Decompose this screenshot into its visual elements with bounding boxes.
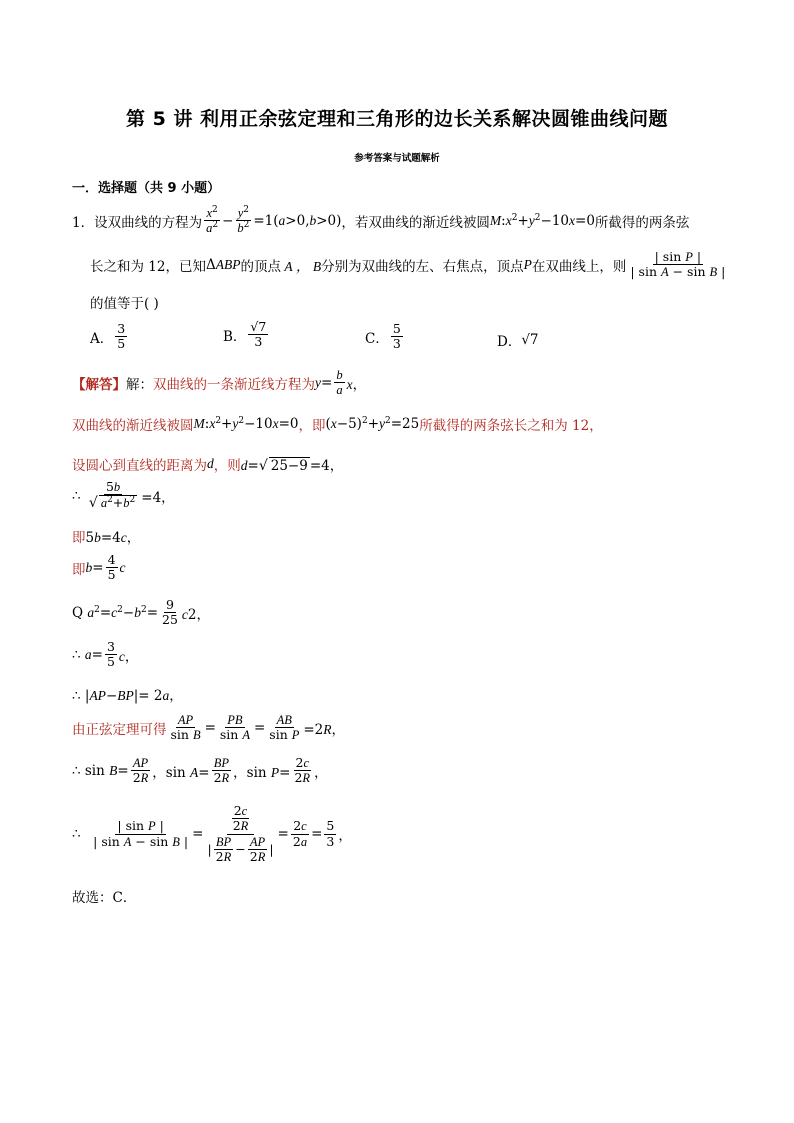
solution-text: 即 [72,561,86,578]
question-number: 1． [72,214,95,231]
option-label: B． [223,328,247,345]
formula-inline: P [523,256,532,272]
solution-line-5 [72,526,140,546]
formula-fraction: $\frac{2c}{2R}$ | $\frac{BP}{2R}$ − $\frac{AP}{2R}$ | [207,803,274,865]
option-value: $\frac{3}{5}$ [117,321,126,352]
formula-fraction: $\frac{5}{3}$ [326,818,335,849]
formula-inline: =1(a>0,b>0) [253,212,342,229]
formula-inline: =4， [141,489,175,506]
formula-fraction: $\frac{\text{| sin P |}}{\text{| sin A − sin B |}}$ [630,249,726,280]
solution-line-7 [72,598,210,628]
formula-fraction: $\frac{b}{a}$ [336,368,343,398]
formula-inline: ∴ [72,826,90,843]
formula-inline: Q $a^2=c^2-b^2=$ [72,604,158,621]
solution-line-1 [72,368,366,398]
solution-text: 双曲线的渐近线被圆 [72,418,194,434]
formula-inline: ∴ a= [72,646,103,663]
formula-inline: $M:x^2+y^2-10x=0$ [489,212,595,229]
option-a[interactable] [90,322,129,352]
solution-line-6 [72,553,126,583]
solution-line-9 [72,684,183,704]
option-d[interactable] [497,330,539,350]
formula-fraction: $\frac{AP}{\text{sin B}}$ [170,713,201,743]
solution-text: 所截得的两条弦长之和为 12， [419,418,603,434]
question-text: 所截得的两条弦 [594,214,690,231]
option-value: $\frac{√7}{3}$ [250,319,267,350]
page-title: 第 5 讲 利用正余弦定理和三角形的边长关系解决圆锥曲线问题 [125,108,669,130]
solution-text: 即 [72,530,86,546]
formula-fraction: $\frac{2c}{2R}$ [294,755,311,786]
solution-text: 设圆心到直线的距离为 [72,458,207,474]
question-text: 分别为双曲线的左、右焦点，顶点 [321,258,524,275]
solution-text: 由正弦定理可得 [72,721,167,738]
option-value: $\frac{5}{3}$ [392,321,401,352]
formula-fraction: $\frac{PB}{\text{sin A}}$ [219,713,250,743]
question-text: 的顶点 [240,258,281,275]
formula-fraction: $\frac{5b}{√ a^2+b^2}$ [88,479,136,512]
formula-inline: $M:x^2+y^2-10x=0$ [193,416,299,432]
formula-inline: A ， B [280,258,322,274]
final-answer: 故选：C． [72,890,137,906]
solution-line-8 [72,640,138,670]
option-value: √7 [521,332,539,348]
option-c[interactable] [365,322,405,352]
solution-line-2 [72,414,603,434]
formula-inline: d=√ 25−9 =4， [240,458,344,474]
formula-fraction: $\frac{\text{| sin P |}}{\text{| sin A − sin B |}}$ [93,818,189,849]
formula-inline: =2R， [303,721,346,738]
question-text: 在双曲线上，则 [531,258,627,275]
formula-inline: y= [315,374,333,391]
formula-fraction: $\frac{AP}{2R}$ [132,756,149,786]
solution-text: ，则 [213,458,241,474]
section-heading: 一．选择题（共 9 小题） [72,181,221,196]
formula-inline: c [119,559,126,575]
formula-fraction: $\frac{AB}{\text{sin P}}$ [269,713,300,743]
formula-fraction: $\frac{x^2}{a^2}$ [206,205,219,236]
page-subtitle: 参考答案与试题解析 [354,153,440,164]
solution-line-11: ∴ sin B= $\frac{AP}{2R}$ ，sin A= $\frac{BP}{2R}$ ，sin P= $\frac{2c}{2R}$ ， [72,755,328,786]
formula-inline: c2， [181,606,210,623]
formula-fraction: $\frac{3}{5}$ [106,639,115,670]
question-text: 设双曲线的方程为 [94,214,203,231]
option-label: D． [497,334,522,350]
formula-inline: ，sin A= [152,764,210,781]
option-label: C． [365,330,389,347]
solution-text: ，即 [298,418,326,434]
formula-inline: d [207,456,214,471]
solution-line-3 [72,454,343,474]
question-text: 长之和为 12，已知 [90,258,206,275]
solution-line-4 [72,480,175,511]
question-1-line-1: 1． 设双曲线的方程为 $\frac{x^2}{a^2}$ − $\frac{y^2}{b^2}$ =1(a>0,b>0) ，若双曲线的渐近线被圆 $M:x^2+y^2-10x=0$ 所截得的两条弦 [72,205,690,236]
formula-fraction: $\frac{4}{5}$ [107,552,116,583]
solution-text: 双曲线的一条渐近线方程为 [153,376,315,393]
formula-fraction: $\frac{2c}{2a}$ [292,818,308,849]
option-label: A． [90,330,114,347]
formula-inline: ，sin P= [233,764,291,781]
formula-inline: x， [346,376,367,393]
formula-inline: b= [85,559,104,576]
option-b[interactable] [223,320,270,350]
question-text: ，若双曲线的渐近线被圆 [341,214,490,231]
solution-text: 解： [126,376,153,393]
question-1-line-2 [90,250,729,280]
formula-fraction: $\frac{9}{25}$ [162,597,178,628]
formula-inline: ∴ |AP−BP|= 2a， [72,688,183,704]
formula-inline: 5b=4c， [85,530,141,546]
formula-inline: ΔABP [205,256,241,273]
solution-tag: 【解答】 [72,376,126,393]
formula-fraction: $\frac{y^2}{b^2}$ [237,205,250,236]
formula-inline: c， [118,648,139,665]
formula-inline: ∴ [72,487,85,504]
solution-line-10: 由正弦定理可得 $\frac{AP}{\text{sin B}}$ = $\frac{PB}{\text{sin A}}$ = $\frac{AB}{\text{sin P}}$ =2R， [72,713,346,743]
solution-line-12: ∴ $\frac{\text{| sin P |}}{\text{| sin A − sin B |}}$ = $\frac{2c}{2R}$ | $\frac{BP}{2R}$ − $\frac{AP}{2R}$ | = $\frac{2c}{2a}$ = $\frac{5}{3}$ ， [72,803,352,865]
formula-fraction: $\frac{BP}{2R}$ [213,756,230,786]
question-1-line-3: 的值等于( ) [90,296,159,312]
formula-inline: $(x-5)^2+y^2=25$ [325,416,420,432]
formula-inline: ∴ sin B= [72,762,129,779]
